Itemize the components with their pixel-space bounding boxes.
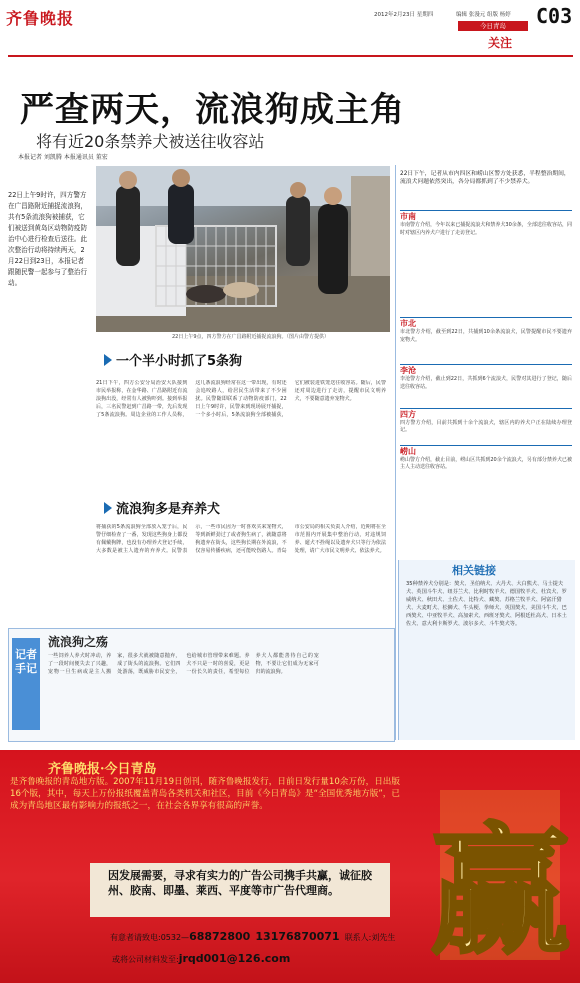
section-label: 今日青岛 xyxy=(458,21,528,31)
ad-invite-text: 因发展需要，寻求有实力的广告公司携手共赢，诚征胶州、胶南、即墨、莱西、平度等市广告代理商。 xyxy=(108,869,372,897)
district-item-shinan xyxy=(400,210,572,237)
reporter-notes-tag: 记者手记 xyxy=(12,638,40,730)
lead-paragraph: 22日上午9时许，四方警方在广昌路附近捕捉流浪狗，共有5条流浪狗被捕获，它们被送到黄岛区动物防疫防治中心进行检查后送往。此次整治行动将持续两天，2月22日到23日，本报记者跟随民警一起参与了整治行动。 xyxy=(8,191,88,287)
district-name: 市南 xyxy=(400,212,416,221)
issue-date: 2012年2月23日 星期四 xyxy=(374,12,434,18)
sidebar-intro: 22日下午，记者从市内四区和崂山区警方处获悉，半程整治期间，流浪犬问题依然突出，各分局都抓到了不少禁养犬。 xyxy=(400,171,570,185)
subheadline: 将有近20条禁养犬被送往收容站 xyxy=(36,132,265,151)
reporter-notes-text: 一些饲养人养犬时冲动，养了一段时间便失去了兴趣，宠物一旦生病或是主人搬家，很多犬就被随意抛弃，成了街头的流浪狗。它们四处游荡，既威胁市民安全，也给城市管理带来难题。养犬不只是一时的喜爱，更是一份长久的责任，希望每位养犬人都能善待自己的宠物，不要让它们成为无家可归的流浪狗。 xyxy=(48,653,319,676)
ad-win-char: 赢 xyxy=(430,810,570,970)
district-name: 崂山 xyxy=(400,446,416,456)
ad-contact-label: 有意者请致电:0532— xyxy=(110,933,190,942)
section-heading-2-text: 流浪狗多是弃养犬 xyxy=(116,502,221,517)
section-body-2: 将捕获的5条流浪狗全部放入笼子后，民警仔细检查了一番，发现这些狗身上都没有佩戴狗牌，也没有办理养犬登记手续，大多数是被主人遗弃的弃养犬。民警表示，一些市民因为一时喜欢买来宠物犬，等到新鲜劲过了或者狗生病了，就随意将狗遗弃在街头，这些狗长期在外流浪，不仅容易传播疾病，还可能咬伤路人。青岛市公安局的相关负责人介绍，近期将在全市范围内开展集中整治行动，对违规饲养、遛犬不拴绳以及遗弃犬只等行为依法处理，请广大市民文明养犬、依法养犬。 xyxy=(96,524,386,554)
column-divider xyxy=(395,165,396,740)
newspaper-logo: 齐鲁晚报 xyxy=(6,9,75,28)
arrow-icon xyxy=(104,354,112,366)
district-text: 市北警方介绍，截至到22日，共捕到10余条流浪犬，民警提醒市民不要遗弃宠物犬。 xyxy=(400,329,572,343)
district-item-shibei xyxy=(400,317,572,344)
district-text: 市南警方介绍，今年以来已捕捉流浪犬和禁养犬30余条，全部送往收容站，同时对辖区内养犬户进行了走访登记。 xyxy=(400,222,572,236)
page-number: C03 xyxy=(536,4,573,28)
district-item-sifang xyxy=(400,408,572,435)
district-name: 四方 xyxy=(400,409,416,419)
district-text: 四方警方介绍，目前共抓到十余个流浪犬，辖区内的养犬户正在陆续办理登记。 xyxy=(400,419,572,434)
ad-brand: 齐鲁晚报·今日青岛 xyxy=(48,762,157,777)
ad-contact-line xyxy=(110,930,395,943)
arrow-icon xyxy=(104,502,112,514)
news-photo xyxy=(96,166,390,332)
district-list xyxy=(400,210,572,472)
page-header xyxy=(0,0,580,58)
section-heading-2 xyxy=(104,498,220,517)
ad-win-graphic xyxy=(430,780,570,970)
related-links-text: 35种禁养犬分别是：獒犬、圣伯纳犬、大丹犬、大白熊犬、马士提夫犬、英国斗牛犬、纽芬兰犬、比利时牧羊犬、德国牧羊犬、杜宾犬、罗威纳犬、秋田犬、土佐犬、比特犬、藏獒、苏格兰牧羊犬、阿富汗猎犬、大麦町犬、松狮犬、牛头梗、拳师犬、英国獒犬、美国斗牛犬、巴西獒犬、中亚牧羊犬、高加索犬、西班牙獒犬、阿根廷杜高犬、日本土佐犬、意大利卡斯罗犬、波尔多犬、斗牛獒犬等。 xyxy=(406,581,567,627)
ad-phone-1: 68872800 xyxy=(189,930,251,943)
district-name: 李沧 xyxy=(400,366,416,376)
section-heading-1-text: 一个半小时抓了5条狗 xyxy=(116,354,243,369)
section-heading-1 xyxy=(104,350,242,369)
district-text: 崂山警方介绍，截止目前，崂山区共抓到20余个流浪犬，另有部分禁养犬已被主人主动送往收容站。 xyxy=(400,456,572,471)
district-item-licang xyxy=(400,364,572,391)
ad-email-label: 或将公司材料发至: xyxy=(112,955,179,964)
district-item-laoshan xyxy=(400,445,572,472)
news-photo-illustration xyxy=(96,166,390,332)
district-text: 李沧警方介绍，截止到22日，共抓到6个流浪犬，民警对其进行了登记，随后送往收容站。 xyxy=(400,376,572,390)
related-links-title: 相关链接 xyxy=(452,564,496,577)
ad-contact-person: 联系人:刘先生 xyxy=(344,933,396,942)
headline: 严查两天，流浪狗成主角 xyxy=(20,90,405,130)
ad-description: 是齐鲁晚报的青岛地方版。2007年11月19日创刊，随齐鲁晚报发行，日前日发行量10余万份，日出版16个版，其中，每天上万份报纸覆盖青岛各类机关和社区，目前《今日青岛》是“全国优秀地方版”，已成为青岛地区最有影响力的报纸之一，在社会各界享有很高的声誉。 xyxy=(10,777,400,811)
column-label: 关注 xyxy=(488,36,513,50)
ad-phone-2: 13176870071 xyxy=(255,930,340,943)
ad-win-graphic-svg xyxy=(430,780,570,970)
photo-caption: 22日上午9点，四方警方在广昌路附近捕捉流浪狗。（图片由警方提供） xyxy=(172,334,330,340)
byline: 本报记者 刘凯腾 本报通讯员 董宏 xyxy=(18,154,108,161)
ad-email-line xyxy=(112,952,290,965)
header-rule xyxy=(8,55,573,57)
section-body-1: 21日下午，四方公安分局治安大队接到市民举报称，在金华路、广昌路附近有流浪狗出没，经常有人被狗吓到。接到举报后，三名民警赶到广昌路一带，先后发现了5条流浪狗。周边企业的工作人员称，这几条流浪狗经常在这一带出现，有时还会追咬路人，给居民生活带来了不少困扰。民警随即联系了动物防疫部门，22日上午9时许，民警来到现场展开捕捉，一个多小时后，5条流浪狗全部被捕获，它们被装进铁笼送往收容站。随后，民警还对周边进行了走访，提醒市民文明养犬，不要随意遗弃宠物犬。 xyxy=(96,380,386,418)
district-name: 市北 xyxy=(400,319,416,329)
editor-credit: 编辑 张漫元 组版 杨婷 xyxy=(456,12,511,18)
ad-email: jrqd001@126.com xyxy=(178,952,291,965)
reporter-notes-title: 流浪狗之殇 xyxy=(48,635,109,649)
